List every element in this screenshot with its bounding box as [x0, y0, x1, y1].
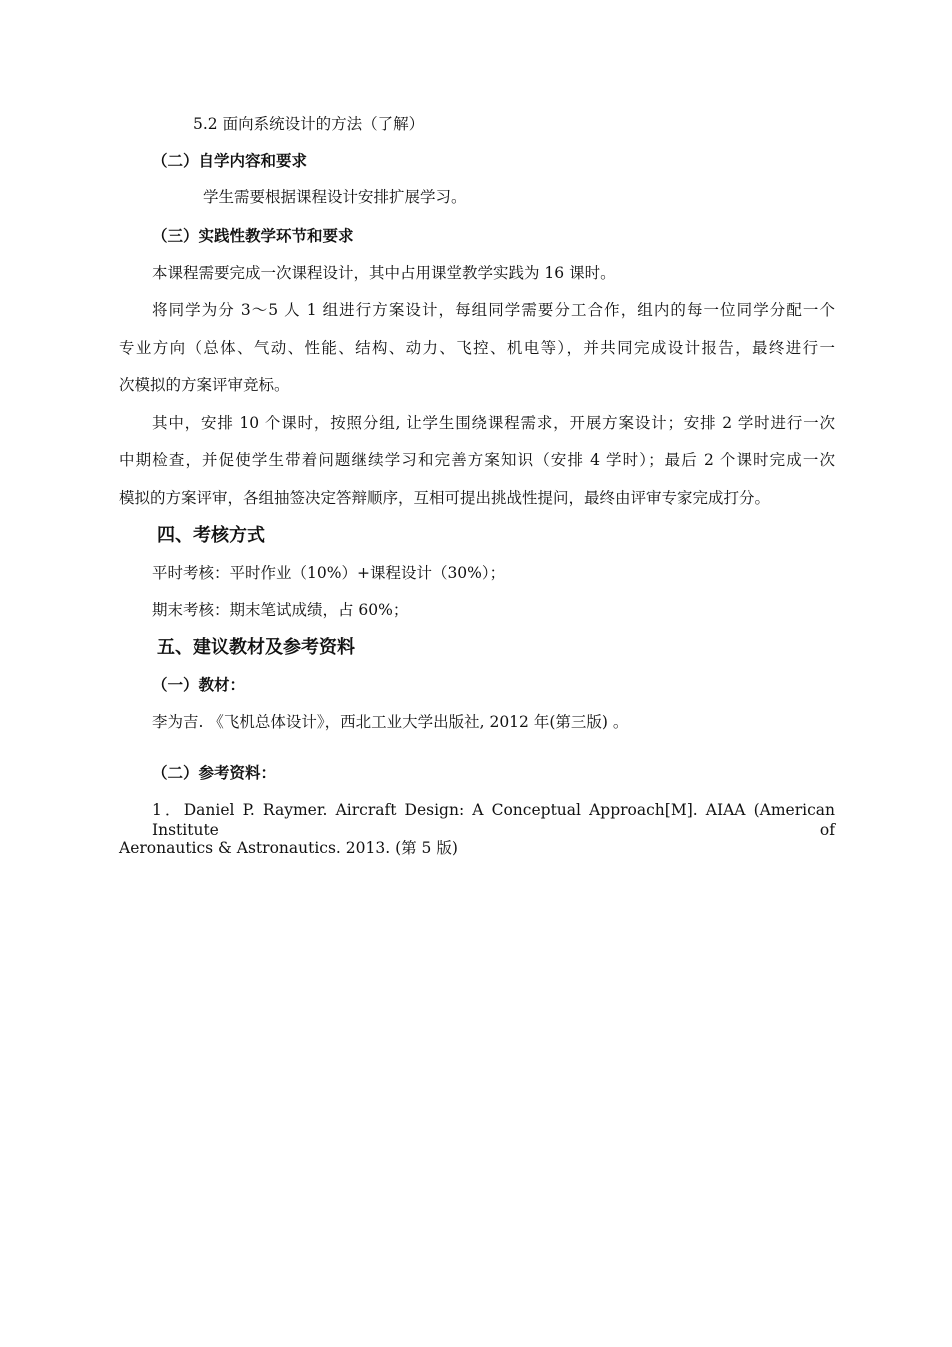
reference-1-line-1: 1．Daniel P. Raymer. Aircraft Design: A Conceptual Approach[M]. AIAA (American Institute of — [152, 801, 835, 839]
textbook-entry: 李为吉. 《飞机总体设计》，西北工业大学出版社, 2012 年(第三版) 。 — [152, 713, 629, 731]
practice-para-3-line-3: 模拟的方案评审，各组抽签决定答辩顺序，互相可提出挑战性提问，最终由评审专家完成打分。 — [119, 489, 771, 507]
assessment-final: 期末考核：期末笔试成绩，占 60%； — [152, 601, 409, 619]
references-heading: （二）参考资料： — [152, 763, 277, 782]
practice-para-2-line-3: 次模拟的方案评审竞标。 — [119, 376, 290, 394]
materials-heading: 五、建议教材及参考资料 — [157, 637, 355, 658]
practice-heading: （三）实践性教学环节和要求 — [152, 226, 354, 245]
assessment-heading: 四、考核方式 — [157, 525, 265, 546]
textbook-heading: （一）教材： — [152, 675, 246, 694]
self-study-body: 学生需要根据课程设计安排扩展学习。 — [203, 188, 467, 206]
reference-1-line-2: Aeronautics & Astronautics. 2013. (第 5 版) — [119, 839, 458, 857]
practice-para-2-line-2: 专业方向（总体、气动、性能、结构、动力、飞控、机电等），并共同完成设计报告，最终进行一 — [119, 339, 835, 357]
assessment-regular: 平时考核：平时作业（10%）+课程设计（30%）； — [152, 564, 506, 582]
practice-para-3-line-2: 中期检查，并促使学生带着问题继续学习和完善方案知识（安排 4 学时）；最后 2 个课时完成一次 — [119, 451, 835, 469]
practice-para-1: 本课程需要完成一次课程设计，其中占用课堂教学实践为 16 课时。 — [152, 264, 616, 282]
practice-para-3-line-1: 其中，安排 10 个课时，按照分组, 让学生围绕课程需求，开展方案设计；安排 2 学时进行一次 — [152, 414, 835, 432]
practice-para-2-line-1: 将同学为分 3～5 人 1 组进行方案设计，每组同学需要分工合作，组内的每一位同学分配一个 — [152, 301, 835, 319]
section-5-2-title: 5.2 面向系统设计的方法（了解） — [193, 115, 425, 133]
self-study-heading: （二）自学内容和要求 — [152, 151, 308, 170]
